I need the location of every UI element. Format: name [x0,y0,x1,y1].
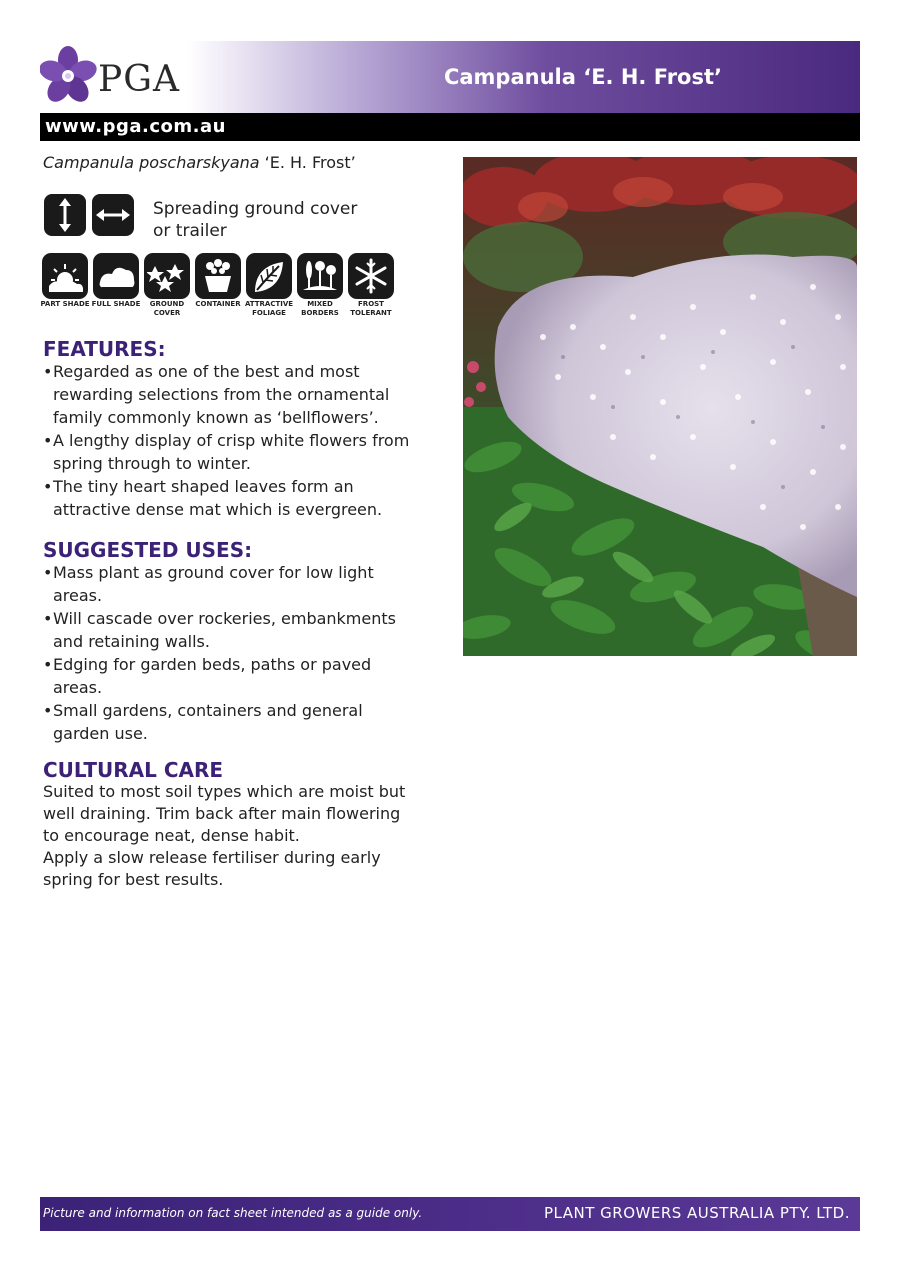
website-bar [40,113,860,141]
list-item: • Small gardens, containers and general garden use. [43,699,443,745]
feature-label: GROUND COVER [149,300,185,317]
care-line: Apply a slow release fertiliser during early [43,848,381,867]
feature-label: FULL SHADE [91,300,141,308]
attractive-foliage-icon [246,253,292,299]
plant-photo [463,157,857,656]
care-line: to encourage neat, dense habit. [43,826,300,845]
features-list [43,360,443,521]
horizontal-spread-icon [92,194,134,236]
habit-description [153,198,413,242]
list-item: • Edging for garden beds, paths or paved areas. [43,653,443,699]
list-item: • Mass plant as ground cover for low light areas. [43,561,443,607]
list-item: • Regarded as one of the best and most rewarding selections from the ornamental family commonly known as ‘bellflowers’. [43,360,443,429]
mixed-borders-icon [297,253,343,299]
care-line: Suited to most soil types which are moist but [43,782,406,801]
care-line: spring for best results. [43,870,224,889]
frost-tolerant-icon [348,253,394,299]
list-item: • Will cascade over rockeries, embankments and retaining walls. [43,607,443,653]
feature-label: MIXED BORDERS [301,300,339,317]
habit-line-2: or trailer [153,221,227,241]
ground-cover-icon [144,253,190,299]
flower-logo-icon [40,43,100,109]
list-item: • The tiny heart shaped leaves form an attractive dense mat which is evergreen. [43,475,443,521]
pga-logo [40,43,190,109]
page-title: Campanula ‘E. H. Frost’ [443,65,722,89]
botanical-name [43,153,356,172]
botanical-species: Campanula poscharskyana [43,153,260,172]
care-text [43,781,443,891]
footer-disclaimer: Picture and information on fact sheet intended as a guide only. [43,1206,423,1220]
habit-line-1: Spreading ground cover [153,199,358,219]
logo-text: PGA [98,59,180,100]
feature-label: FROST TOLERANT [350,300,392,317]
website-link[interactable]: www.pga.com.au [45,116,226,137]
vertical-height-icon [44,194,86,236]
feature-label: CONTAINER [195,300,241,308]
care-heading: CULTURAL CARE [43,758,224,782]
footer-company: PLANT GROWERS AUSTRALIA PTY. LTD. [544,1204,850,1222]
header-banner [40,41,860,113]
feature-label: PART SHADE [40,300,90,308]
container-icon [195,253,241,299]
part-shade-icon [42,253,88,299]
uses-list [43,561,443,745]
feature-label: ATTRACTIVE FOLIAGE [244,300,294,317]
botanical-cultivar: ‘E. H. Frost’ [259,153,356,172]
footer-bar [40,1197,860,1231]
full-shade-icon [93,253,139,299]
uses-heading: SUGGESTED USES: [43,538,253,562]
list-item: • A lengthy display of crisp white flowers from spring through to winter. [43,429,443,475]
features-heading: FEATURES: [43,337,166,361]
care-line: well draining. Trim back after main flowering [43,804,401,823]
